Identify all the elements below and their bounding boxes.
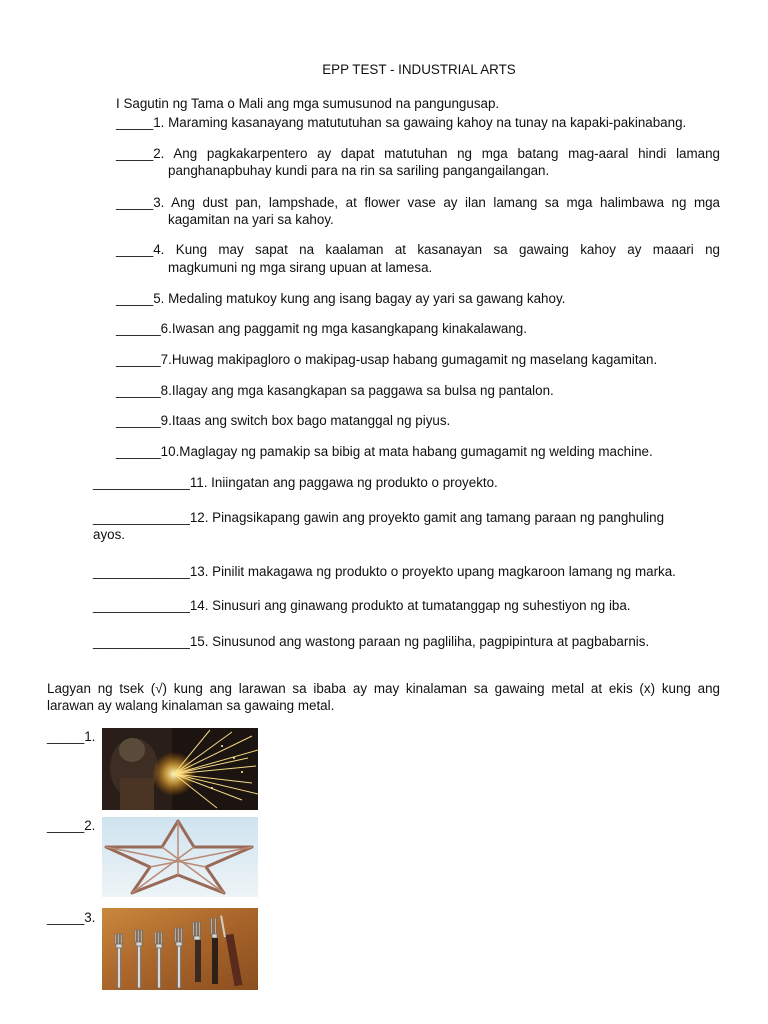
question-10: ______10.Maglagay ng pamakip sa bibig at mata habang gumagamit ng welding machine. bbox=[116, 444, 653, 459]
picture-item-2-label: _____2. bbox=[47, 818, 96, 833]
page-title: EPP TEST - INDUSTRIAL ARTS bbox=[322, 62, 516, 77]
question-7: ______7.Huwag makipagloro o makipag-usap habang gumagamit ng maselang kagamitan. bbox=[116, 352, 658, 367]
question-9: ______9.Itaas ang switch box bago matanggal ng piyus. bbox=[116, 413, 451, 428]
picture-item-2-image bbox=[102, 817, 258, 897]
question-6: ______6.Iwasan ang paggamit ng mga kasangkapang kinakalawang. bbox=[116, 321, 527, 336]
question-4-continued: magkumuni ng mga sirang upuan at lamesa. bbox=[168, 260, 433, 275]
question-14: _____________14. Sinusuri ang ginawang produkto at tumatanggap ng suhestiyon ng iba. bbox=[93, 598, 631, 613]
question-5: _____5. Medaling matukoy kung ang isang bagay ay yari sa gawang kahoy. bbox=[116, 291, 566, 306]
section2-instruction-continued: larawan ay walang kinalaman sa gawaing metal. bbox=[47, 698, 335, 713]
section1-instruction: I Sagutin ng Tama o Mali ang mga sumusunod na pangungusap. bbox=[116, 96, 500, 111]
question-11: _____________11. Iniingatan ang paggawa ng produkto o proyekto. bbox=[93, 475, 498, 490]
question-15: _____________15. Sinusunod ang wastong paraan ng pagliliha, pagpipintura at pagbabarnis. bbox=[93, 634, 650, 649]
question-13: _____________13. Pinilit makagawa ng produkto o proyekto upang magkaroon lamang ng marka. bbox=[93, 564, 676, 579]
picture-item-3-label: _____3. bbox=[47, 910, 96, 925]
question-4: _____4. Kung may sapat na kaalaman at kasanayan sa gawaing kahoy ay maaari ng bbox=[116, 242, 720, 257]
question-2: _____2. Ang pagkakarpentero ay dapat matutuhan ng mga batang mag-aaral hindi lamang bbox=[116, 146, 720, 161]
question-3-continued: kagamitan na yari sa kahoy. bbox=[168, 212, 334, 227]
picture-item-1-image bbox=[102, 728, 258, 810]
question-2-continued: panghanapbuhay kundi para na rin sa sariling pangangailangan. bbox=[168, 163, 550, 178]
picture-item-3-image bbox=[102, 908, 258, 990]
section2-instruction: Lagyan ng tsek (√) kung ang larawan sa ibaba ay may kinalaman sa gawaing metal at ekis (x) kung ang bbox=[47, 681, 720, 696]
question-12-continued: ayos. bbox=[93, 527, 126, 542]
question-8: ______8.Ilagay ang mga kasangkapan sa paggawa sa bulsa ng pantalon. bbox=[116, 383, 554, 398]
question-1: _____1. Maraming kasanayang matututuhan sa gawaing kahoy na tunay na kapaki-pakinabang. bbox=[116, 115, 687, 130]
picture-item-1-label: _____1. bbox=[47, 729, 96, 744]
question-12: _____________12. Pinagsikapang gawin ang proyekto gamit ang tamang paraan ng panghuling bbox=[93, 510, 665, 525]
question-3: _____3. Ang dust pan, lampshade, at flower vase ay ilan lamang sa mga halimbawa ng mga bbox=[116, 195, 720, 210]
